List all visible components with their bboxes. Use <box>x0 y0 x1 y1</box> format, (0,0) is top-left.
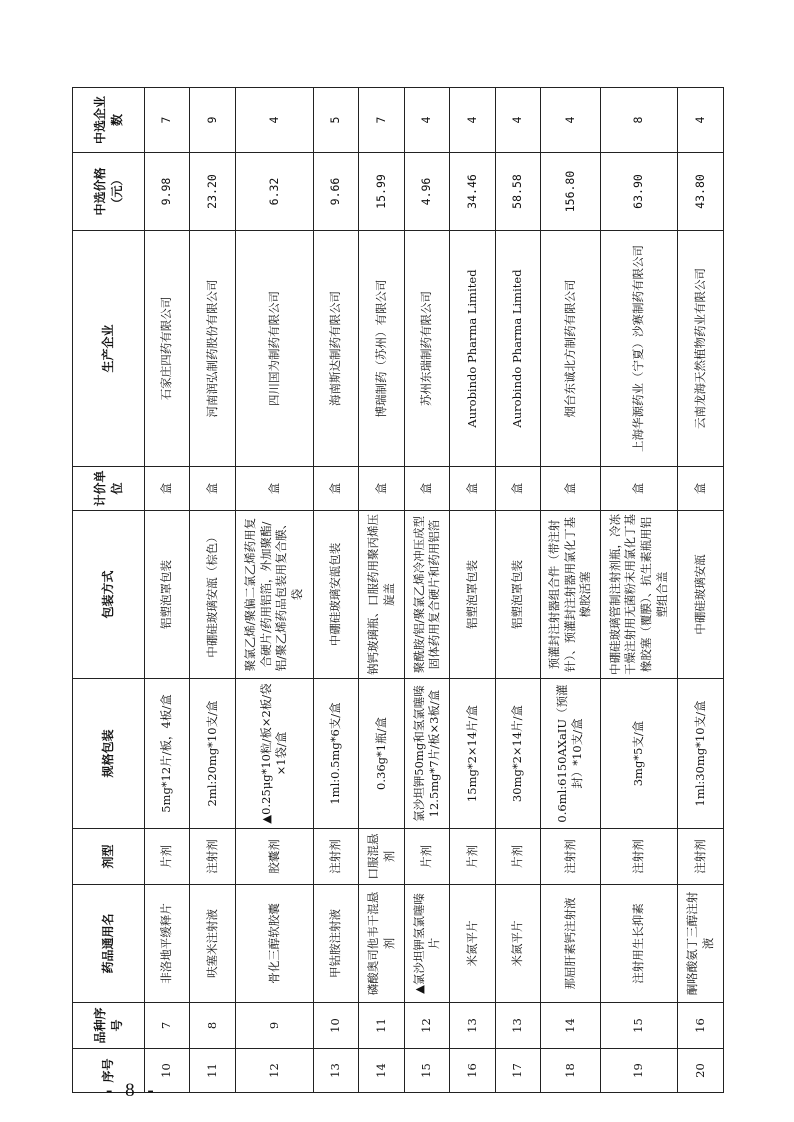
cell-manufacturer: 博瑞制药（苏州）有限公司 <box>359 231 404 467</box>
cell-selected-price: 15.99 <box>359 153 404 231</box>
cell-dosage-form: 注射剂 <box>600 829 678 885</box>
cell-variety-no: 13 <box>450 1003 495 1049</box>
cell-serial-no: 11 <box>190 1049 235 1093</box>
cell-pricing-unit: 盒 <box>541 467 600 511</box>
cell-specification: 3mg*5支/盒 <box>600 679 678 829</box>
cell-pricing-unit: 盒 <box>495 467 540 511</box>
cell-pricing-unit: 盒 <box>235 467 313 511</box>
table-row <box>313 88 358 1093</box>
cell-packaging: 中硼硅玻璃安瓿包装 <box>313 511 358 679</box>
cell-serial-no: 16 <box>450 1049 495 1093</box>
header-manufacturer: 生产企业 <box>73 231 145 467</box>
header-packaging: 包装方式 <box>73 511 145 679</box>
cell-manufacturer: 苏州东瑞制药有限公司 <box>404 231 449 467</box>
cell-serial-no: 14 <box>359 1049 404 1093</box>
table-header-row <box>73 88 145 1093</box>
cell-selected-count: 4 <box>404 88 449 153</box>
cell-dosage-form: 片剂 <box>404 829 449 885</box>
cell-variety-no: 7 <box>145 1003 190 1049</box>
cell-specification: 0.6ml:6150AXaIU（预灌封）*10支/盒 <box>541 679 600 829</box>
cell-selected-price: 34.46 <box>450 153 495 231</box>
cell-variety-no: 13 <box>495 1003 540 1049</box>
cell-pricing-unit: 盒 <box>145 467 190 511</box>
table-row <box>404 88 449 1093</box>
cell-specification: 15mg*2×14片/盒 <box>450 679 495 829</box>
cell-variety-no: 9 <box>235 1003 313 1049</box>
cell-drug-name: 注射用生长抑素 <box>600 885 678 1003</box>
cell-variety-no: 14 <box>541 1003 600 1049</box>
cell-variety-no: 12 <box>404 1003 449 1049</box>
cell-variety-no: 10 <box>313 1003 358 1049</box>
cell-pricing-unit: 盒 <box>450 467 495 511</box>
cell-selected-count: 4 <box>678 88 724 153</box>
header-specification: 规格包装 <box>73 679 145 829</box>
drug-selection-table <box>72 87 724 1093</box>
cell-pricing-unit: 盒 <box>600 467 678 511</box>
cell-packaging: 聚酰胺/铝/聚氯乙烯冷冲压成型固体药用复合硬片和药用铝箔 <box>404 511 449 679</box>
cell-manufacturer: 上海华源药业（宁夏）沙赛制药有限公司 <box>600 231 678 467</box>
cell-selected-count: 4 <box>235 88 313 153</box>
header-dosage-form: 剂型 <box>73 829 145 885</box>
cell-packaging: 中硼硅玻璃安瓿（棕色） <box>190 511 235 679</box>
cell-specification: 氯沙坦钾50mg和氢氯噻嗪12.5mg*7片/板×3板/盒 <box>404 679 449 829</box>
cell-packaging: 预灌封注射器组合件（带注射针）、预灌封注射器用氯化丁基橡胶活塞 <box>541 511 600 679</box>
cell-packaging: 中硼硅玻璃安瓿 <box>678 511 724 679</box>
cell-selected-count: 9 <box>190 88 235 153</box>
cell-specification: 0.36g*1瓶/盒 <box>359 679 404 829</box>
cell-drug-name: 非洛地平缓释片 <box>145 885 190 1003</box>
table-row <box>678 88 724 1093</box>
table-body <box>145 88 724 1093</box>
cell-specification: 30mg*2×14片/盒 <box>495 679 540 829</box>
cell-packaging: 铝塑泡罩包装 <box>450 511 495 679</box>
cell-serial-no: 10 <box>145 1049 190 1093</box>
cell-serial-no: 19 <box>600 1049 678 1093</box>
header-drug-name: 药品通用名 <box>73 885 145 1003</box>
cell-selected-count: 4 <box>495 88 540 153</box>
cell-packaging: 铝塑泡罩包装 <box>495 511 540 679</box>
cell-dosage-form: 胶囊剂 <box>235 829 313 885</box>
page-number: - 8 - <box>106 1080 158 1101</box>
cell-selected-count: 8 <box>600 88 678 153</box>
cell-dosage-form: 片剂 <box>495 829 540 885</box>
cell-drug-name: 酮咯酸氨丁三醇注射液 <box>678 885 724 1003</box>
cell-packaging: 钠钙玻璃瓶、口服药用聚丙烯压旋盖 <box>359 511 404 679</box>
table-row <box>450 88 495 1093</box>
cell-selected-price: 4.96 <box>404 153 449 231</box>
cell-manufacturer: 石家庄四药有限公司 <box>145 231 190 467</box>
table-row <box>235 88 313 1093</box>
cell-selected-count: 4 <box>541 88 600 153</box>
cell-packaging: 聚氯乙烯/聚偏二氯乙烯药用复合硬片/药用铝箔，外加聚酯/铝/聚乙烯药品包装用复合膜、袋 <box>235 511 313 679</box>
cell-selected-price: 9.98 <box>145 153 190 231</box>
cell-drug-name: 甲钴胺注射液 <box>313 885 358 1003</box>
cell-manufacturer: 四川国为制药有限公司 <box>235 231 313 467</box>
cell-selected-count: 7 <box>359 88 404 153</box>
cell-selected-count: 4 <box>450 88 495 153</box>
cell-selected-price: 63.90 <box>600 153 678 231</box>
cell-manufacturer: 河南润弘制药股份有限公司 <box>190 231 235 467</box>
cell-pricing-unit: 盒 <box>404 467 449 511</box>
cell-drug-name: ▲氯沙坦钾氢氯噻嗪片 <box>404 885 449 1003</box>
table-row <box>145 88 190 1093</box>
cell-dosage-form: 口服混悬剂 <box>359 829 404 885</box>
cell-manufacturer: 烟台东诚北方制药有限公司 <box>541 231 600 467</box>
cell-specification: 2ml:20mg*10支/盒 <box>190 679 235 829</box>
header-selected-count: 中选企业数 <box>73 88 145 153</box>
table-row <box>495 88 540 1093</box>
cell-dosage-form: 注射剂 <box>678 829 724 885</box>
cell-manufacturer: Aurobindo Pharma Limited <box>495 231 540 467</box>
cell-serial-no: 13 <box>313 1049 358 1093</box>
cell-serial-no: 18 <box>541 1049 600 1093</box>
cell-serial-no: 17 <box>495 1049 540 1093</box>
cell-dosage-form: 注射剂 <box>190 829 235 885</box>
cell-specification: ▲0.25μg*10粒/板×2板/袋×1袋/盒 <box>235 679 313 829</box>
cell-selected-price: 23.20 <box>190 153 235 231</box>
cell-variety-no: 8 <box>190 1003 235 1049</box>
cell-selected-count: 5 <box>313 88 358 153</box>
cell-selected-price: 156.80 <box>541 153 600 231</box>
cell-pricing-unit: 盒 <box>359 467 404 511</box>
cell-selected-price: 58.58 <box>495 153 540 231</box>
cell-specification: 5mg*12片/板，4板/盒 <box>145 679 190 829</box>
cell-variety-no: 15 <box>600 1003 678 1049</box>
cell-serial-no: 20 <box>678 1049 724 1093</box>
header-variety-no: 品种序号 <box>73 1003 145 1049</box>
table-row <box>359 88 404 1093</box>
cell-manufacturer: 海南斯达制药有限公司 <box>313 231 358 467</box>
cell-drug-name: 那屈肝素钙注射液 <box>541 885 600 1003</box>
cell-drug-name: 骨化三醇软胶囊 <box>235 885 313 1003</box>
cell-drug-name: 磷酸奥司他韦干混悬剂 <box>359 885 404 1003</box>
cell-serial-no: 12 <box>235 1049 313 1093</box>
cell-manufacturer: Aurobindo Pharma Limited <box>450 231 495 467</box>
cell-serial-no: 15 <box>404 1049 449 1093</box>
cell-pricing-unit: 盒 <box>678 467 724 511</box>
cell-drug-name: 呋塞米注射液 <box>190 885 235 1003</box>
cell-dosage-form: 片剂 <box>145 829 190 885</box>
cell-specification: 1ml:30mg*10支/盒 <box>678 679 724 829</box>
header-pricing-unit: 计价单位 <box>73 467 145 511</box>
cell-selected-price: 9.66 <box>313 153 358 231</box>
cell-dosage-form: 注射剂 <box>541 829 600 885</box>
header-serial-no: 序号 <box>73 1049 145 1093</box>
cell-packaging: 中硼硅玻璃管制注射剂瓶，冷冻干燥注射用无菌粉末用氯化丁基橡胶塞（覆膜）、抗生素瓶用铝塑组合盖 <box>600 511 678 679</box>
header-selected-price: 中选价格（元） <box>73 153 145 231</box>
cell-variety-no: 16 <box>678 1003 724 1049</box>
cell-manufacturer: 云南龙海天然植物药业有限公司 <box>678 231 724 467</box>
cell-dosage-form: 片剂 <box>450 829 495 885</box>
cell-selected-count: 7 <box>145 88 190 153</box>
cell-pricing-unit: 盒 <box>313 467 358 511</box>
cell-selected-price: 6.32 <box>235 153 313 231</box>
cell-drug-name: 米氮平片 <box>450 885 495 1003</box>
cell-selected-price: 43.80 <box>678 153 724 231</box>
cell-specification: 1ml:0.5mg*6支/盒 <box>313 679 358 829</box>
cell-pricing-unit: 盒 <box>190 467 235 511</box>
cell-dosage-form: 注射剂 <box>313 829 358 885</box>
cell-variety-no: 11 <box>359 1003 404 1049</box>
cell-drug-name: 米氮平片 <box>495 885 540 1003</box>
table-row <box>541 88 600 1093</box>
table-row <box>600 88 678 1093</box>
cell-packaging: 铝塑泡罩包装 <box>145 511 190 679</box>
table-row <box>190 88 235 1093</box>
